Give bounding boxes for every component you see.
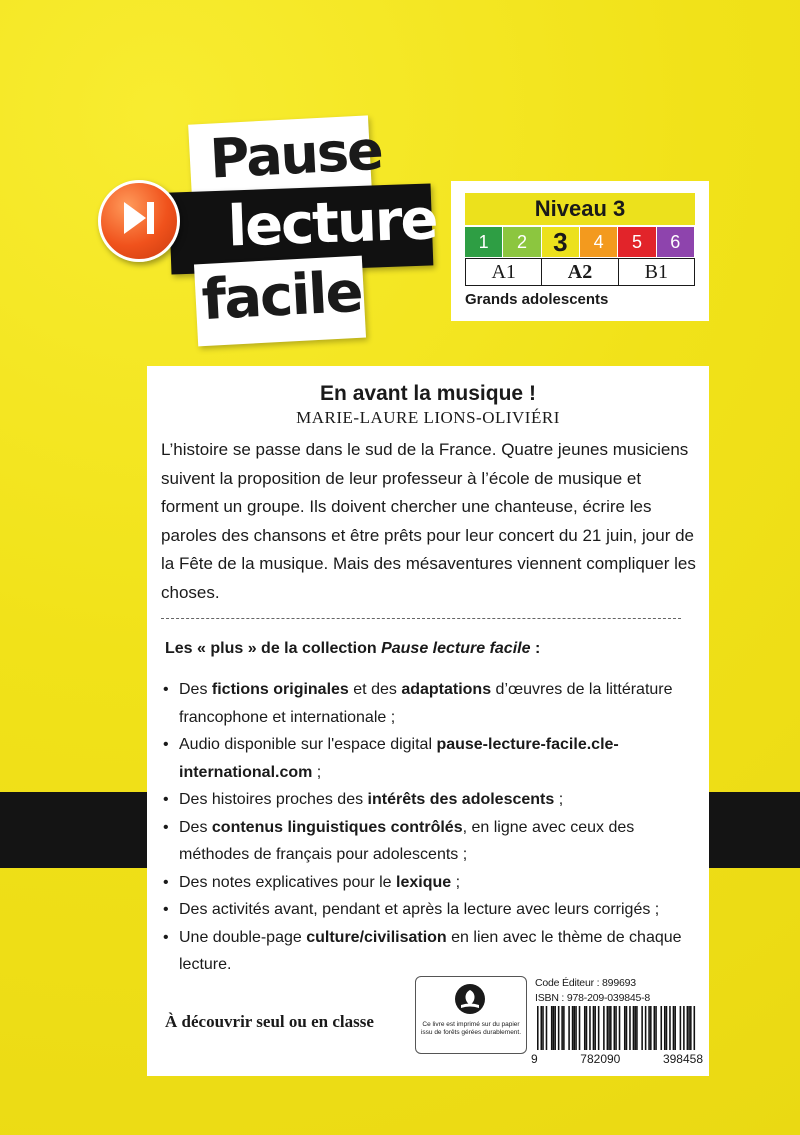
barcode-digit-lead: 9 [531, 1052, 538, 1066]
play-skip-icon [98, 180, 180, 262]
dashed-divider [161, 618, 681, 619]
book-author: MARIE-LAURE LIONS-OLIVIÉRI [296, 408, 560, 427]
level-step-1: 1 [465, 227, 503, 257]
features-list [161, 676, 701, 979]
barcode-digits-left: 782090 [580, 1052, 621, 1066]
target-audience: Grands adolescents [465, 291, 609, 308]
feature-item: • Des contenus linguistiques contrôlés, en ligne avec ceux des méthodes de français pour adolescents ; [161, 814, 701, 869]
barcode-digits-right: 398458 [662, 1052, 703, 1066]
logo-word-facile [194, 256, 366, 347]
level-scale [465, 227, 695, 257]
level-title: Niveau 3 [465, 193, 695, 225]
book-title: En avant la musique ! [320, 382, 536, 405]
barcode-digits [531, 1052, 703, 1066]
feature-item: • Une double-page culture/civilisation en lien avec le thème de chaque lecture. [161, 924, 701, 979]
logo-text-facile: facile [200, 259, 364, 334]
cefr-a2: A2 [541, 259, 618, 285]
plus-heading-suffix: : [530, 640, 541, 657]
plus-heading [165, 640, 540, 658]
feature-item: • Des histoires proches des intérêts des adolescents ; [161, 786, 701, 814]
discover-text: À découvrir seul ou en classe [165, 1012, 374, 1031]
summary-panel [147, 366, 709, 1076]
book-synopsis: L’histoire se passe dans le sud de la France. Quatre jeunes musiciens suivent la proposition de leur professeur à l’école de musique et forment un groupe. Ils doivent chercher une chanteuse, écrire les paroles des chansons et être prêts pour leur concert du 21 juin, jour de la Fête de la musique. Mais des mésaventures viennent compliquer les choses. [161, 440, 696, 602]
feature-item: • Des fictions originales et des adaptations d’œuvres de la littérature francophone et internationale ; [161, 676, 701, 731]
level-card [451, 181, 709, 321]
plus-heading-collection: Pause lecture facile [381, 640, 531, 657]
logo-text-lecture: lecture [226, 187, 438, 260]
cefr-a1: A1 [491, 261, 516, 283]
publisher-codes [535, 976, 650, 1006]
editor-code: Code Éditeur : 899693 [535, 977, 636, 989]
level-step-6: 6 [657, 227, 695, 257]
eco-badge [415, 976, 527, 1054]
cefr-scale [465, 258, 695, 286]
feature-item: • Des notes explicatives pour le lexique ; [161, 869, 701, 897]
plus-heading-prefix: Les « plus » de la collection [165, 640, 382, 657]
feature-item: • Des activités avant, pendant et après la lecture avec leurs corrigés ; [161, 896, 701, 924]
logo-text-pause: Pause [208, 118, 384, 191]
level-step-4: 4 [580, 227, 618, 257]
level-step-3: 3 [542, 227, 580, 257]
barcode [537, 1006, 697, 1050]
level-step-5: 5 [618, 227, 656, 257]
feature-item: • Audio disponible sur l'espace digital pause-lecture-facile.cle-international.com ; [161, 731, 701, 786]
cefr-b1: B1 [644, 261, 668, 283]
isbn: ISBN : 978-209-039845-8 [535, 992, 651, 1004]
eco-text: Ce livre est imprimé sur du papier issu de forêts gérées durablement. [420, 1021, 522, 1036]
leaf-book-icon [454, 983, 486, 1015]
level-step-2: 2 [503, 227, 541, 257]
